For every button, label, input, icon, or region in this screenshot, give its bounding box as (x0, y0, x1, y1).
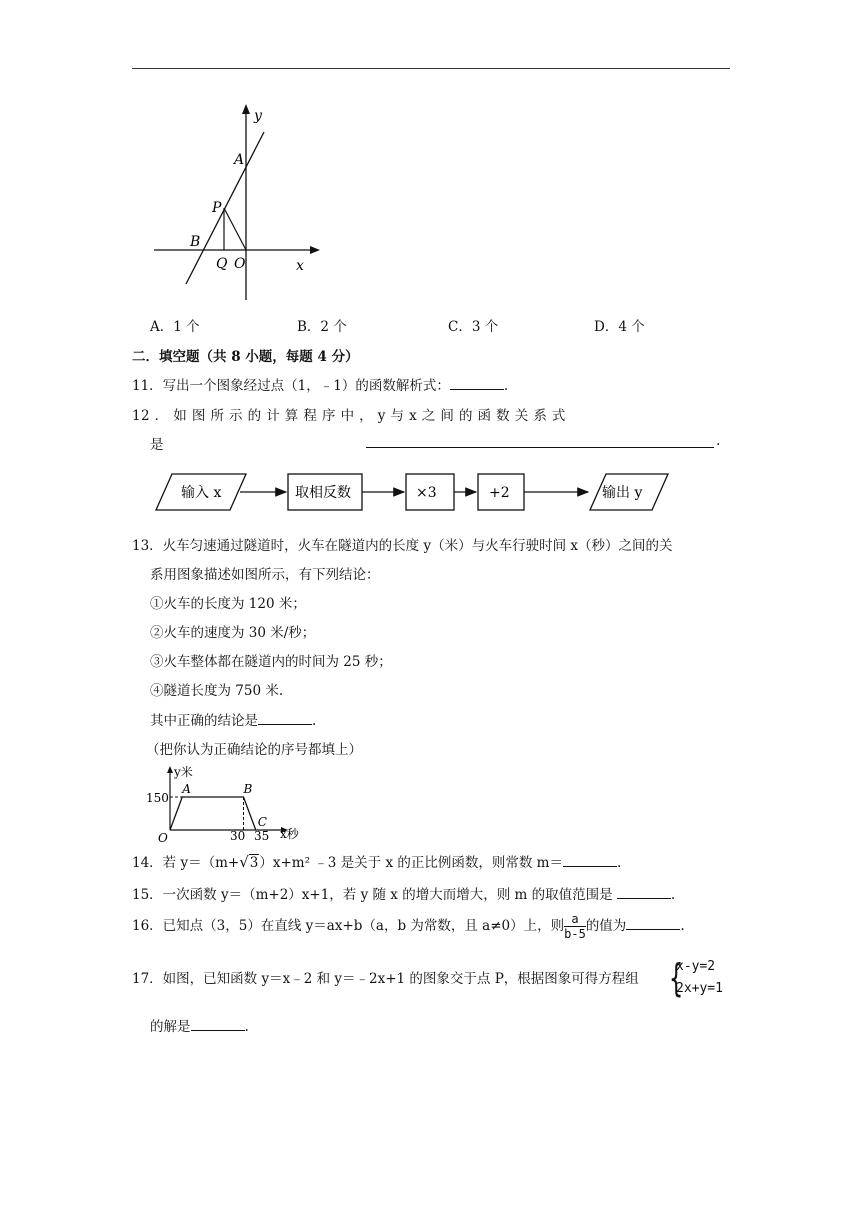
q14-post: ）x+m² ﹣3 是关于 x 的正比例函数，则常数 m＝ (259, 855, 563, 871)
q17-end: . (244, 1019, 249, 1035)
q13-answer-end: . (312, 713, 317, 729)
q15-blank (617, 884, 671, 899)
q13-item-1: ①火车的长度为 120 米； (150, 596, 306, 612)
q13-hint: （把你认为正确结论的序号都填上） (146, 742, 362, 758)
q13-item-2: ②火车的速度为 30 米/秒； (150, 625, 316, 641)
question-12-line2 (150, 433, 164, 453)
option-b: B．2 个 (297, 319, 347, 335)
label-O: O (234, 256, 246, 272)
q17-blank (191, 1016, 245, 1031)
q13-answer (150, 709, 316, 729)
option-d: D．4 个 (594, 319, 645, 335)
chart-ytick-150: 150 (146, 791, 169, 805)
series-line (170, 797, 256, 830)
question-14 (132, 851, 621, 871)
q16-denominator: b-5 (564, 927, 586, 941)
q16-post: 的值为 (585, 918, 627, 934)
q12-end: . (716, 433, 721, 449)
q14-pre: 14．若 y＝（m+ (132, 855, 240, 871)
q16-fraction (564, 912, 586, 941)
brace: { (668, 956, 684, 1000)
q16-blank (626, 915, 680, 930)
q12-blank (366, 433, 714, 448)
q16-end: . (680, 918, 685, 934)
equation-1: x-y=2 (676, 959, 716, 974)
label-B: B (190, 234, 201, 250)
chart-xtick-30: 30 (230, 829, 246, 842)
q13-blank (258, 710, 312, 725)
train-chart (144, 762, 304, 842)
question-17: 17．如图，已知函数 y＝x﹣2 和 y＝﹣2x+1 的图象交于点 P，根据图象可得方程组 (132, 971, 639, 987)
q11-blank (450, 375, 504, 390)
label-P: P (212, 200, 222, 216)
flow-plus2: +2 (489, 485, 510, 501)
q13-item-4: ④隧道长度为 750 米. (150, 683, 284, 699)
flow-negate: 取相反数 (295, 485, 351, 501)
chart-xtick-35: 35 (254, 829, 270, 842)
q11-end: . (503, 378, 509, 394)
label-A: A (234, 152, 245, 168)
question-13-line1: 13．火车匀速通过隧道时，火车在隧道内的长度 y（米）与火车行驶时间 x（秒）之间的关 (132, 538, 673, 554)
q16-pre: 16．已知点（3，5）在直线 y＝ax+b（a，b 为常数，且 a≠0）上，则 (132, 918, 565, 934)
q11-text: 11．写出一个图象经过点（1，﹣1）的函数解析式： (132, 378, 450, 394)
flow-output: 输出 y (602, 485, 643, 501)
chart-ylabel: y米 (174, 765, 193, 779)
question-16 (132, 912, 685, 941)
point-label-C: C (257, 815, 267, 829)
chart-xlabel: x秒 (280, 827, 299, 841)
flow-times3: ×3 (416, 485, 437, 501)
q15-end: . (670, 887, 676, 903)
question-15 (132, 883, 675, 903)
label-Q: Q (216, 256, 228, 272)
q15-text: 15．一次函数 y＝（m+2）x+1，若 y 随 x 的增大而增大，则 m 的取值范围是 (132, 887, 613, 903)
label-y: y (254, 108, 262, 124)
question-13-line2: 系用图象描述如图所示，有下列结论： (150, 567, 380, 583)
point-label-O: O (158, 831, 168, 842)
flow-input: 输入 x (181, 485, 222, 501)
option-c: C．3 个 (448, 319, 499, 335)
question-12-line1: 12 ． 如 图 所 示 的 计 算 程 序 中 ， y 与 x 之 间 的 函 数 关 系 式 (132, 408, 566, 424)
coordinate-figure (150, 100, 320, 305)
q13-answer-text: 其中正确的结论是 (150, 713, 258, 729)
point-label-B: B (243, 782, 253, 796)
header-rule (132, 68, 730, 69)
option-a: A．1 个 (150, 319, 200, 335)
question-11 (132, 374, 508, 394)
equation-system (676, 956, 723, 1000)
q17-solution-label: 的解是 (150, 1019, 191, 1035)
section-title: 二．填空题（共 8 小题，每题 4 分） (132, 349, 359, 365)
equation-2: 2x+y=1 (676, 981, 723, 996)
q12-is: 是 (150, 437, 164, 453)
q14-end: . (616, 855, 622, 871)
question-17-line2 (150, 1015, 249, 1035)
point-label-A: A (182, 782, 191, 796)
q14-blank (563, 852, 617, 867)
q16-numerator: a (564, 912, 586, 927)
q14-sqrt-arg: 3 (249, 855, 259, 871)
flow-chart (150, 470, 690, 514)
sqrt-symbol: √ (239, 853, 249, 871)
q13-item-3: ③火车整体都在隧道内的时间为 25 秒； (150, 654, 392, 670)
label-x: x (296, 258, 304, 274)
